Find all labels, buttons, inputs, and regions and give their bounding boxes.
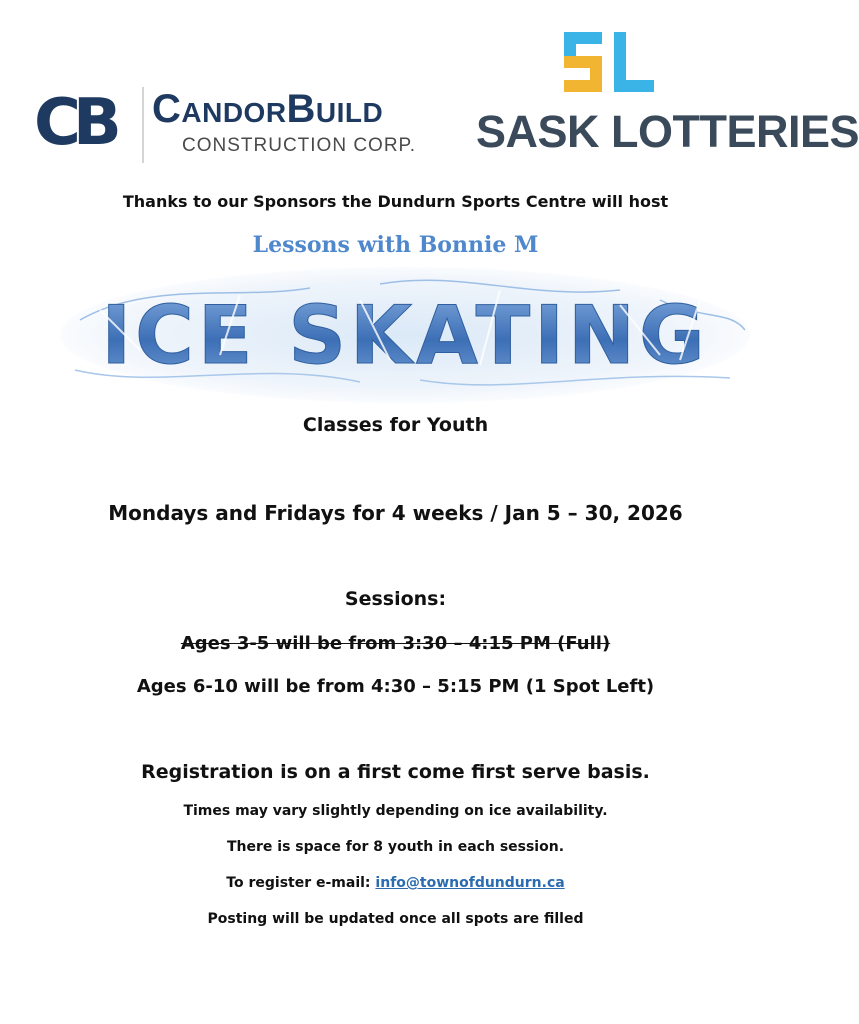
times-note: Times may vary slightly depending on ice availability.: [183, 803, 608, 819]
sask-lotteries-name: SASK LOTTERIES: [476, 106, 859, 157]
sask-lotteries-logo: [470, 28, 859, 158]
sessions-heading: Sessions:: [344, 588, 447, 610]
candorbuild-logo: [30, 85, 432, 165]
intro-text: Thanks to our Sponsors the Dundurn Sports Centre will host: [122, 192, 669, 211]
banner-text: ICE SKATING: [101, 289, 709, 382]
lessons-title: Lessons with Bonnie M: [252, 232, 539, 258]
schedule-dates: Mondays and Fridays for 4 weeks / Jan 5 – 30, 2026: [108, 501, 683, 525]
candorbuild-subtitle: CONSTRUCTION CORP.: [182, 135, 417, 156]
register-label: To register e-mail:: [226, 875, 371, 891]
session-ages-6-10: Ages 6-10 will be from 4:30 – 5:15 PM (1 Spot Left): [136, 676, 655, 697]
sask-lotteries-mark: [562, 28, 658, 98]
space-note: There is space for 8 youth in each session.: [226, 839, 565, 855]
register-email-link[interactable]: info@townofdundurn.ca: [375, 875, 565, 891]
register-line: [0, 875, 791, 891]
classes-heading: Classes for Youth: [302, 414, 489, 436]
posting-note: Posting will be updated once all spots are filled: [207, 911, 584, 927]
logo-divider: [142, 87, 144, 163]
registration-note: Registration is on a first come first serve basis.: [141, 761, 650, 783]
candorbuild-name: CandorBuild: [152, 87, 384, 131]
session-ages-3-5: Ages 3-5 will be from 3:30 – 4:15 PM (Full): [180, 633, 611, 654]
ice-skating-banner: [60, 260, 750, 405]
cb-logo-mark: CB: [34, 86, 114, 160]
